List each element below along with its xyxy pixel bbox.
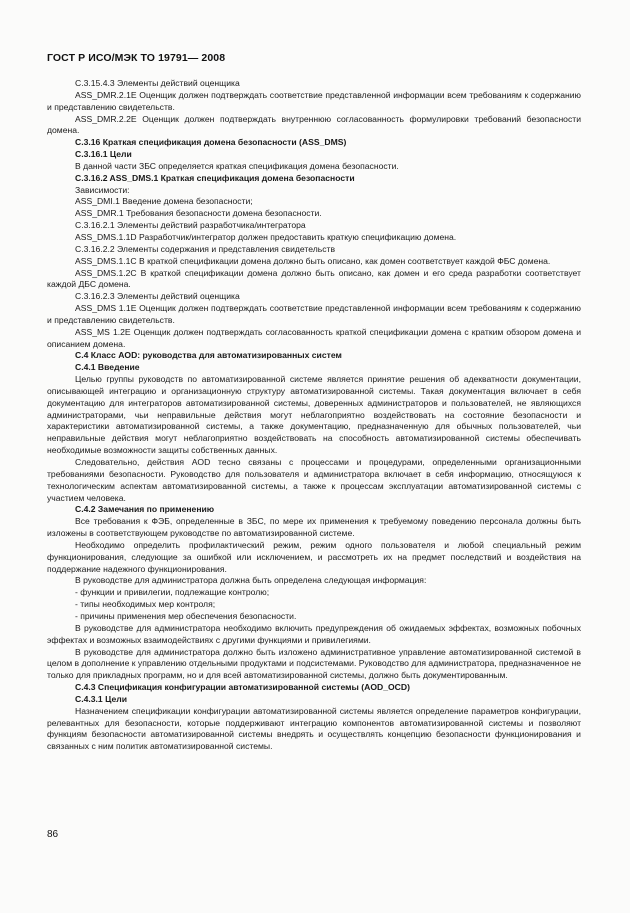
page-number: 86 [47,829,59,840]
paragraph: Следовательно, действия AOD тесно связаны с процессами и процедурами, определенными организационными требованиями безопасности. Руководство для пользователя и администратора включает в себя информацию, относящуюся к технологическим аспектам автоматизированной системы, а также к процессам эксплуатации автоматизированной системы с участием человека. [47,457,581,503]
section-heading: C.4.3.1 Цели [75,693,127,704]
section-heading: C.3.16.1 Цели [75,149,132,160]
paragraph: ASS_DMR.1 Требования безопасности домена безопасности. [75,208,322,219]
section-heading: C.4.2 Замечания по применению [75,504,215,515]
paragraph: ASS_DMS 1.1E Оценщик должен подтверждать соответствие представленной информации всем требованиям к содержанию и представлению свидетельств. [47,303,581,325]
body-text [47,78,581,753]
paragraph: Назначением спецификации конфигурации автоматизированной системы является определение параметров конфигурации, релевантных для безопасности, которые поддерживают интеграцию компонентов автоматизированной системы и позволяют функциям безопасности автоматизированной системы внедрять и осуществлять концепцию безопасности функционирования и связанных с ним политик автоматизированной системы. [47,705,581,752]
paragraph: - типы необходимых мер контроля; [75,599,216,610]
paragraph: Необходимо определить профилактический режим, режим одного пользователя и любой специальный режим функционирования, следующие за ошибкой или исключением, и рассмотреть их на предмет последствий и воздействия на поддержание надежного функционирования. [47,539,581,574]
section-heading: C.3.16 Краткая спецификация домена безопасности (ASS_DMS) [75,137,347,148]
paragraph: Зависимости: [75,184,130,195]
section-heading: C.3.16.2 ASS_DMS.1 Краткая спецификация домена безопасности [75,172,355,183]
paragraph: ASS_DMS.1.1C В краткой спецификации домена должно быть описано, как домен соответствует каждой ФБС домена. [75,255,551,266]
paragraph: В руководстве для администратора должна быть определена следующая информация: [75,575,427,586]
paragraph: C.3.16.2.2 Элементы содержания и представления свидетельств [75,243,336,254]
page-header: ГОСТ Р ИСО/МЭК ТО 19791— 2008 [47,52,226,64]
paragraph: - причины применения мер обеспечения безопасности. [75,610,297,621]
paragraph: В руководстве для администратора должно быть изложено административное управление автоматизированной системой в целом в дополнение к управлению отдельными продуктами и подсистемами. Руководство для администратора, предназначенное не только для прикладных программ, но и для всей автоматизированной системы, должно быть документированным. [47,646,581,681]
paragraph: В данной части ЗБС определяется краткая спецификация домена безопасности. [75,160,399,171]
paragraph: C.3.16.2.1 Элементы действий разработчика/интегратора [75,220,306,231]
paragraph: C.3.15.4.3 Элементы действий оценщика [75,78,240,88]
paragraph: ASS_MS 1.2E Оценщик должен подтверждать согласованность краткой спецификации домена с кратким обзором домена и описанием домена. [47,326,581,349]
paragraph: C.3.16.2.3 Элементы действий оценщика [75,291,240,302]
section-heading: C.4 Класс AOD: руководства для автоматизированных систем [75,350,342,361]
paragraph: ASS_DMS.1.1D Разработчик/интегратор должен предоставить краткую спецификацию домена. [75,231,457,242]
paragraph: ASS_DMI.1 Введение домена безопасности; [75,196,253,207]
paragraph: ASS_DMR.2.1E Оценщик должен подтверждать соответствие представленной информации всем требованиям к содержанию и представлению свидетельств. [47,89,581,112]
paragraph: В руководстве для администратора необходимо включить предупреждения об ожидаемых эффектах, возможных побочных эффектах и возможных взаимодействиях с другими функциями и привилегиями. [47,622,581,645]
paragraph: Целью группы руководств по автоматизированной системе является принятие решения об адекватности документации, описывающей интеграцию и организационную структуру автоматизированной системы. Такая документация включает в себя документацию для интеграторов автоматизированной системы, доверенных администраторов и пользователей, не являющихся администраторами, чьи неправильные действия могут неблагоприятно воздействовать на состояние безопасности и характеристики автоматизированной системы, а также документацию, предназначенную для обычных пользователей, чьи неправильные действия могут неблагоприятно воздействовать на способность автоматизированной системы обеспечивать необходимые возможности защиты собственных данных. [47,374,581,456]
section-heading: C.4.3 Спецификация конфигурации автоматизированной системы (AOD_OCD) [75,682,410,693]
paragraph: - функции и привилегии, подлежащие контролю; [75,587,270,598]
paragraph: ASS_DMR.2.2E Оценщик должен подтверждать внутреннюю согласованность формулировки требований безопасности домена. [47,113,581,136]
paragraph: Все требования к ФЭБ, определенные в ЗБС, по мере их применения к требуемому поведению персонала должны быть изложены в соответствующем руководстве по автоматизированной системе. [47,516,581,539]
section-heading: C.4.1 Введение [75,362,140,373]
paragraph: ASS_DMS.1.2C В краткой спецификации домена должно быть описано, как домен и его среда разработки соответствует каждой ДБС домена. [47,267,581,290]
